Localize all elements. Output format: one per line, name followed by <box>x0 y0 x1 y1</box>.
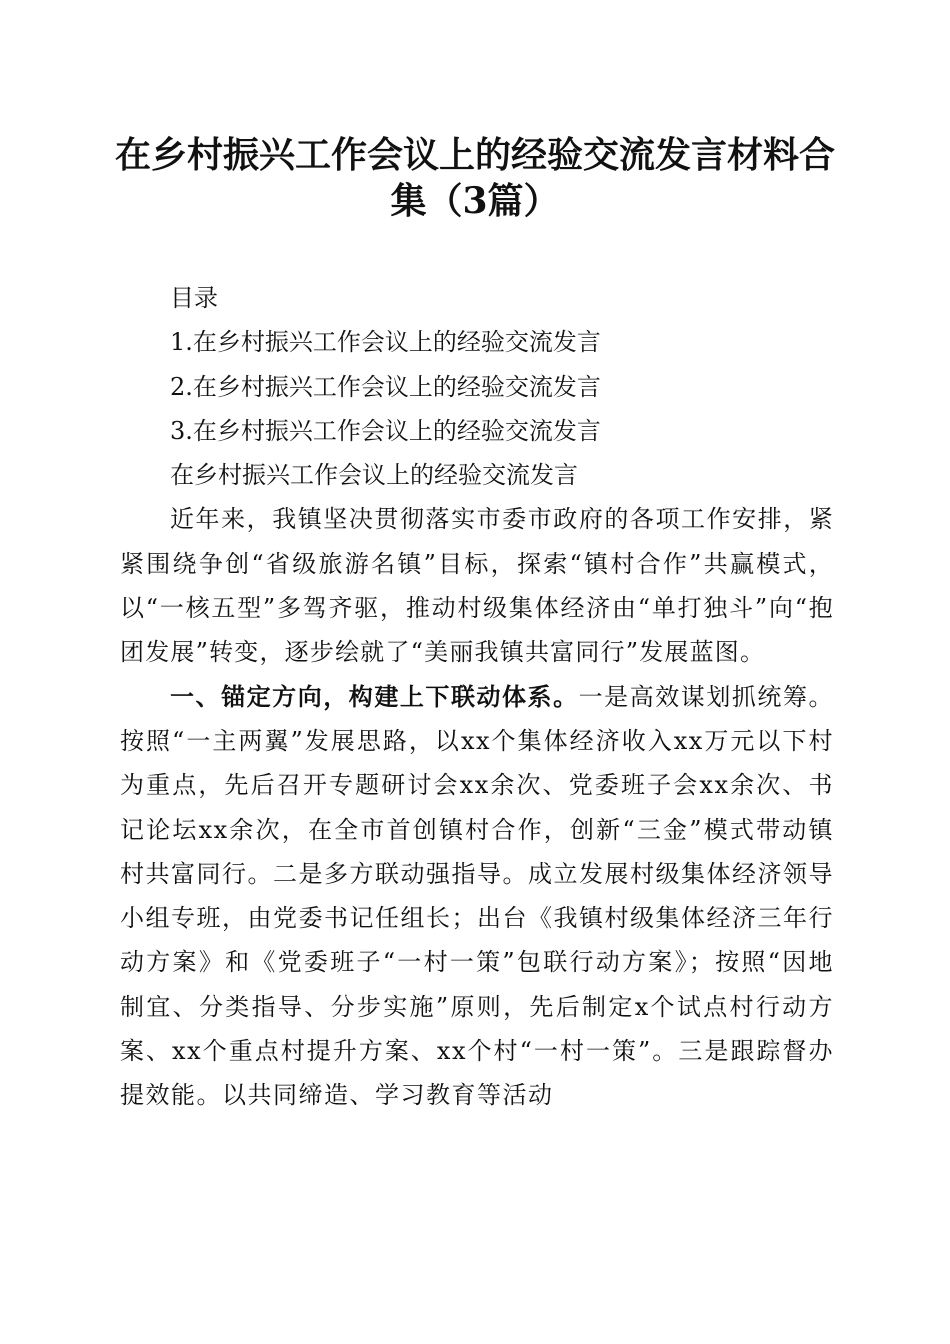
intro-paragraph: 近年来，我镇坚决贯彻落实市委市政府的各项工作安排，紧紧围绕争创“省级旅游名镇”目标，探索“镇村合作”共赢模式，以“一核五型”多驾齐驱，推动村级集体经济由“单打独斗”向“抱团发展”转变，逐步绘就了“美丽我镇共富同行”发展蓝图。 <box>120 505 834 667</box>
heading-one: 一、锚定方向，构建上下联动体系。 <box>170 681 579 711</box>
toc-heading: 目录 <box>170 284 218 312</box>
title-line-2: 集（3篇） <box>390 180 560 222</box>
document-title <box>110 132 840 224</box>
document-body <box>120 276 834 1118</box>
title-line-1: 在乡村振兴工作会议上的经验交流发言材料合 <box>114 134 835 176</box>
paragraph-one <box>120 675 834 1118</box>
paragraph-one-text: 一是高效谋划抓统筹。按照“一主两翼”发展思路，以xx个集体经济收入xx万元以下村为重点，先后召开专题研讨会xx余次、党委班子会xx余次、书记论坛xx余次，在全市首创镇村合作，创新“三金”模式带动镇村共富同行。二是多方联动强指导。成立发展村级集体经济领导小组专班，由党委书记任组长；出台《我镇村级集体经济三年行动方案》和《党委班子“一村一策”包联行动方案》；按照“因地制宜、分类指导、分步实施”原则，先后制定x个试点村行动方案、xx个重点村提升方案、xx个村“一村一策”。三是跟踪督办提效能。以共同缔造、学习教育等活动 <box>120 682 834 1110</box>
toc-item-2: 2.在乡村振兴工作会议上的经验交流发言 <box>170 372 601 401</box>
toc-item-1: 1.在乡村振兴工作会议上的经验交流发言 <box>170 328 601 357</box>
toc-item-3: 3.在乡村振兴工作会议上的经验交流发言 <box>170 416 601 445</box>
section-title: 在乡村振兴工作会议上的经验交流发言 <box>170 461 578 490</box>
